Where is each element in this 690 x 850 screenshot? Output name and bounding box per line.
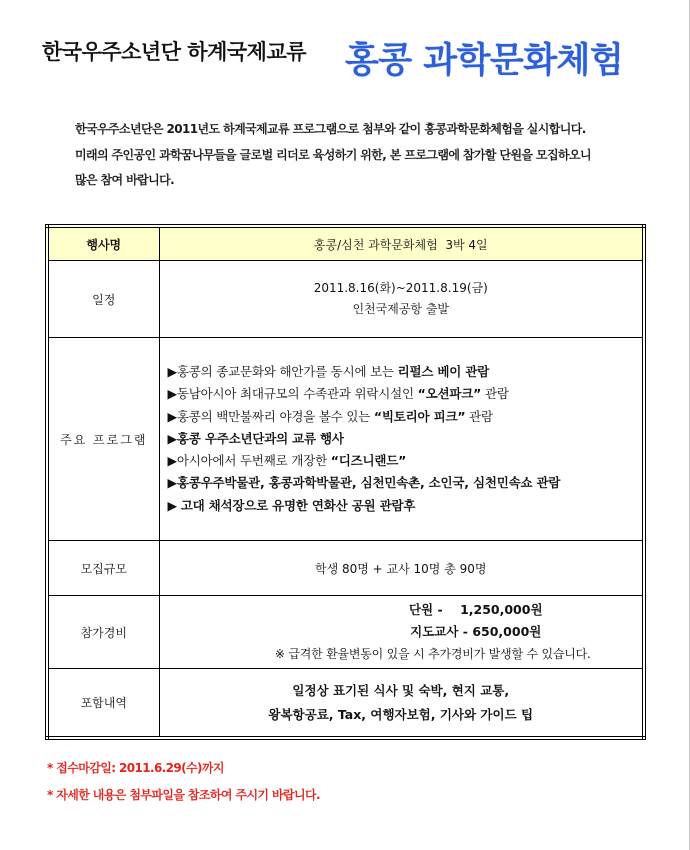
event-title: 홍콩 과학문화체험 [345, 41, 624, 81]
program-item-text: 관람 [465, 408, 493, 424]
intro-paragraph [75, 117, 670, 194]
program-item-text: ▶동남아시아 최대규모의 수족관과 위락시설인 [167, 386, 418, 402]
program-item-highlight: “오션파크” [417, 386, 482, 402]
value-recruitment: 학생 80명 + 교사 10명 총 90명 [159, 541, 644, 596]
org-title: 한국우주소년단 하계국제교류 [42, 40, 307, 64]
fee-note: ※ 급격한 환율변동이 있을 시 추가경비가 발생할 수 있습니다. [274, 647, 591, 661]
fee-member: 단원 - 1,250,000원 [408, 602, 543, 617]
program-item-text: ▶홍콩의 백만불짜리 야경을 볼수 있는 [167, 408, 374, 424]
schedule-departure: 인천국제공항 출발 [352, 302, 450, 316]
table-row-main-program [47, 338, 644, 541]
program-item-text: ▶ [167, 475, 177, 491]
intro-line: 많은 참여 바랍니다. [75, 173, 175, 187]
intro-line: 미래의 주인공인 과학꿈나무들을 글로벌 리더로 육성하기 위한, 본 프로그램에 참가할 단원을 모집하오니 [75, 147, 591, 162]
value-included [159, 669, 644, 739]
table-row-event-name [47, 226, 644, 261]
program-item-text: ▶ [167, 430, 177, 446]
program-item-text: ▶ [167, 497, 181, 513]
fee-teacher: 지도교사 - 650,000원 [410, 624, 542, 639]
value-event-name: 홍콩/심천 과학문화체험 3박 4일 [159, 226, 644, 261]
program-item [168, 428, 643, 450]
program-item-text: 관람 [481, 386, 509, 402]
table-row-included [47, 669, 644, 739]
label-schedule: 일정 [47, 261, 159, 338]
program-item [168, 406, 643, 428]
table-row-recruitment [47, 541, 644, 596]
value-fee [159, 596, 644, 669]
event-info-table [45, 224, 646, 740]
deadline-note: * 접수마감일: 2011.6.29(수)까지 [47, 761, 224, 775]
label-main-program: 주요 프로그램 [47, 338, 159, 541]
program-item-text: ▶홍콩의 종교문화와 해안가를 동시에 보는 [167, 363, 398, 379]
label-event-name: 행사명 [47, 226, 159, 261]
program-item-highlight: 리펄스 베이 관람 [397, 363, 490, 379]
included-line: 일정상 표기된 식사 및 숙박, 현지 교통, [292, 682, 510, 698]
table-row-schedule [47, 261, 644, 338]
intro-line: 한국우주소년단은 2011년도 하계국제교류 프로그램으로 첨부와 같이 홍콩과학문화체험을 실시합니다. [75, 122, 586, 136]
label-fee: 참가경비 [47, 596, 159, 669]
program-item [168, 495, 643, 517]
label-recruitment: 모집규모 [47, 541, 159, 596]
label-included: 포함내역 [47, 669, 159, 739]
value-schedule [159, 261, 644, 338]
program-item [168, 361, 643, 383]
program-item [168, 450, 643, 472]
program-item [168, 472, 643, 494]
program-item-highlight: “디즈니랜드” [330, 453, 407, 469]
program-item-highlight: 홍콩우주박물관, 홍콩과학박물관, 심천민속촌, 소인국, 심천민속쇼 관람 [176, 475, 561, 491]
schedule-dates: 2011.8.16(화)~2011.8.19(금) [313, 281, 488, 295]
included-line: 왕복항공료, Tax, 여행자보험, 기사와 가이드 팁 [268, 706, 534, 722]
program-item-highlight: 고대 채석장으로 유명한 연화산 공원 관람후 [180, 497, 416, 513]
program-item-text: ▶아시아에서 두번째로 개장한 [167, 453, 331, 469]
program-list [160, 361, 643, 517]
attachment-note: * 자세한 내용은 첨부파일을 참조하여 주시기 바랍니다. [47, 788, 320, 802]
program-item [168, 383, 643, 405]
footer-notes [47, 755, 667, 809]
program-item-highlight: “빅토리아 피크” [373, 408, 466, 424]
value-main-program [159, 338, 644, 541]
table-row-fee [47, 596, 644, 669]
program-item-highlight: 홍콩 우주소년단과의 교류 행사 [176, 430, 344, 446]
